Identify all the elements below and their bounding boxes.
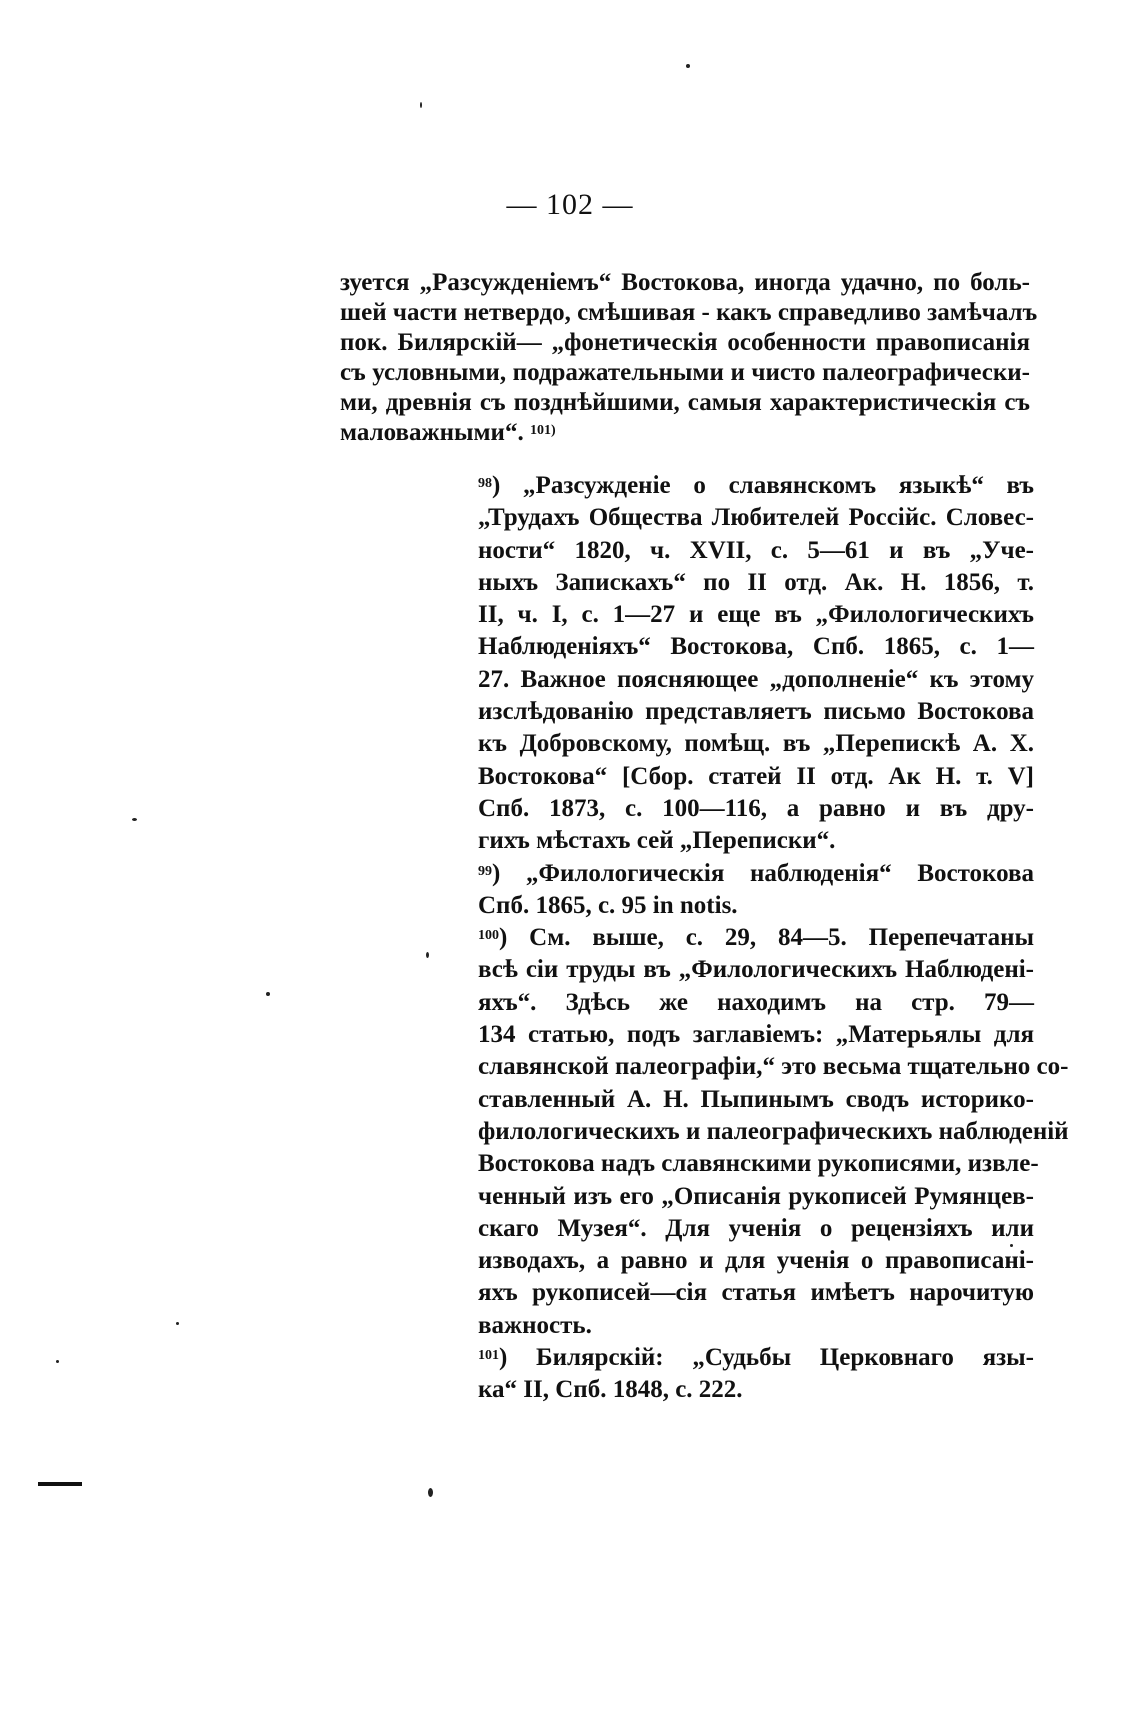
main-text-line: ми, древнія съ позднѣйшими, самыя характеристическія съ <box>340 389 1030 416</box>
footnote-98 <box>478 470 1034 858</box>
footnote-line: всѣ сіи труды въ „Филологическихъ Наблюдені- <box>478 956 1034 984</box>
footnote-line: ности“ 1820, ч. XVII, с. 5—61 и въ „Уче- <box>478 536 1034 564</box>
main-text-last-line <box>340 418 1030 448</box>
footnote-line: Спб. 1865, с. 95 in notis. <box>478 891 738 919</box>
footnote-line: $^{99}$) „Филологическія наблюденія“ Востокова <box>478 859 1034 887</box>
footnote-line: 134 статью, подъ заглавіемъ: „Матерьялы для <box>478 1021 1034 1049</box>
footnote-line: $^{100}$) См. выше, с. 29, 84—5. Перепечатаны <box>478 924 1034 952</box>
footnote-line: ченный изъ его „Описанія рукописей Румянцев- <box>478 1182 1034 1210</box>
footnote-marker: 99 <box>478 863 492 879</box>
footnote-line: гихъ мѣстахъ сей „Переписки“. <box>478 827 836 855</box>
scan-speck <box>266 992 270 996</box>
footnote-line: скаго Музея“. Для ученія о рецензіяхъ или <box>478 1214 1034 1242</box>
scan-speck <box>132 818 137 821</box>
footnote-line: изводахъ, а равно и для ученія о правописані- <box>478 1247 1034 1275</box>
footnote-line: 27. Важное поясняющее „дополненіе“ къ этому <box>478 665 1034 693</box>
footnote-line: Спб. 1873, с. 100—116, а равно и въ дру- <box>478 794 1034 822</box>
scan-speck <box>56 1360 59 1363</box>
main-text-last-words: маловажными“. <box>340 419 524 446</box>
footnote-line: ка“ II, Спб. 1848, с. 222. <box>478 1376 743 1404</box>
footnote-marker: 101 <box>478 1348 499 1364</box>
scan-speck <box>420 102 422 108</box>
footnote-line: яхъ рукописей—сія статья имѣетъ нарочитую <box>478 1279 1034 1307</box>
footnote-line: $^{98}$) „Разсужденіе о славянскомъ языкѣ“ въ <box>478 472 1034 499</box>
footnote-line: Востокова“ [Сбор. статей II отд. Ак Н. т. V] <box>478 762 1034 790</box>
footnote-101 <box>478 1342 1034 1407</box>
main-text-line: шей части нетвердо, смѣшивая - какъ справедливо замѣчалъ <box>340 299 1038 326</box>
footnote-reference-101: 101) <box>529 423 556 438</box>
footnote-100 <box>478 922 1069 1342</box>
footnote-line: яхъ“. Здѣсь же находимъ на стр. 79— <box>478 988 1034 1016</box>
main-text-line: пок. Билярскій— „фонетическія особенности правописанія <box>340 329 1030 356</box>
footnote-line: $^{101}$) Билярскій: „Судьбы Церковнаго язы- <box>478 1344 1034 1372</box>
scan-speck <box>426 952 429 958</box>
footnote-line: важность. <box>478 1311 592 1339</box>
footnote-line: къ Добровскому, помѣщ. въ „Перепискѣ А. Х. <box>478 730 1034 758</box>
footnote-line: II, ч. I, с. 1—27 и еще въ „Филологическихъ <box>478 601 1034 629</box>
margin-mark <box>38 1482 82 1486</box>
footnotes-block <box>478 470 1069 1407</box>
scan-speck <box>686 64 690 68</box>
footnote-line: изслѣдованію представляетъ письмо Востокова <box>478 698 1034 726</box>
scan-speck <box>428 1488 433 1497</box>
footnote-marker: 100 <box>478 928 499 944</box>
footnote-line: ныхъ Запискахъ“ по II отд. Ак. Н. 1856, т. <box>478 568 1034 596</box>
page-number: — 102 — <box>506 188 634 221</box>
footnote-line: славянской палеографіи,“ это весьма тщательно со- <box>478 1053 1069 1081</box>
footnote-line: Востокова надъ славянскими рукописями, извле- <box>478 1150 1039 1178</box>
scan-speck <box>176 1322 179 1325</box>
main-text-line: зуется „Разсужденіемъ“ Востокова, иногда удачно, по боль- <box>340 269 1030 296</box>
footnote-line: филологическихъ и палеографическихъ наблюденій <box>478 1117 1069 1145</box>
footnote-99 <box>478 858 1034 923</box>
scan-speck <box>1010 1244 1013 1247</box>
main-text-line: съ условными, подражательными и чисто палеографически- <box>340 359 1030 386</box>
footnote-line: Наблюденіяхъ“ Востокова, Спб. 1865, с. 1— <box>478 633 1034 661</box>
footnote-marker: 98 <box>478 476 492 491</box>
footnote-line: ставленный А. Н. Пыпинымъ сводъ историко- <box>478 1085 1034 1113</box>
main-text-block <box>340 268 1038 448</box>
footnote-line: „Трудахъ Общества Любителей Россійс. Словес- <box>478 504 1034 532</box>
